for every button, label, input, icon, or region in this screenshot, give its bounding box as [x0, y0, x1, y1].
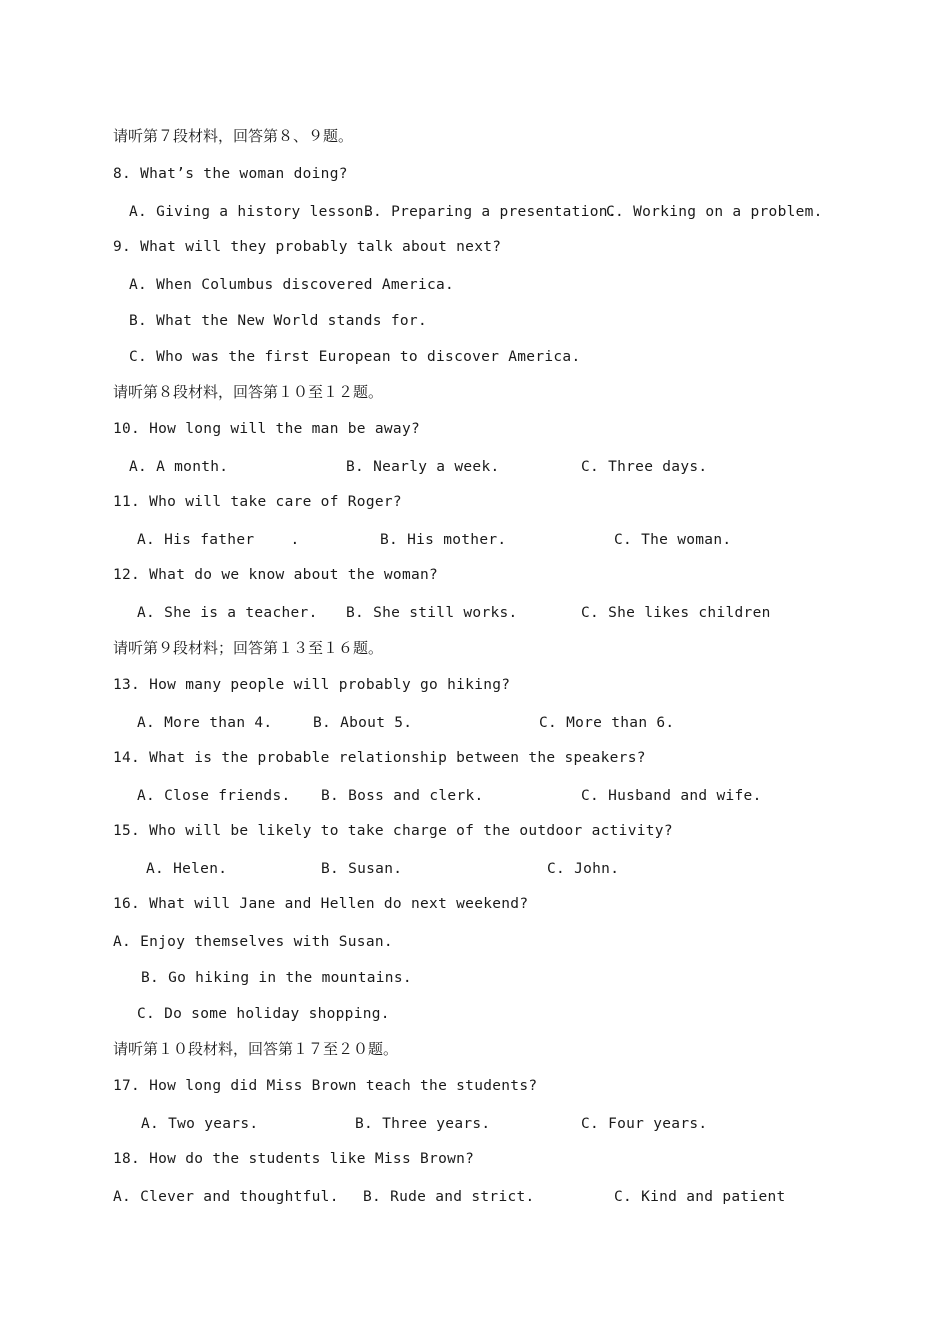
question-18-option-c: C. Kind and patient: [614, 1189, 786, 1205]
question-10-option-c: C. Three days.: [581, 459, 708, 475]
section-heading-7: 请听第７段材料，回答第８、９题。: [113, 127, 354, 145]
question-13-option-b: B. About 5.: [313, 715, 413, 731]
question-12-option-c: C. She likes children: [581, 605, 771, 621]
question-8-option-a: A. Giving a history lesson.: [129, 204, 373, 220]
question-8-stem: 8. What’s the woman doing?: [113, 166, 348, 182]
question-8-option-b: B. Preparing a presentation.: [364, 204, 617, 220]
question-16-option-b: B. Go hiking in the mountains.: [141, 970, 412, 986]
question-13-option-a: A. More than 4.: [137, 715, 273, 731]
question-10-option-a: A. A month.: [129, 459, 229, 475]
question-13-option-c: C. More than 6.: [539, 715, 675, 731]
question-12-option-b: B. She still works.: [346, 605, 518, 621]
section-heading-10: 请听第１０段材料，回答第１７至２０题。: [113, 1040, 399, 1058]
question-8-option-c: C. Working on a problem.: [606, 204, 823, 220]
question-14-option-c: C. Husband and wife.: [581, 788, 762, 804]
question-15-option-c: C. John.: [547, 861, 620, 877]
question-9-stem: 9. What will they probably talk about next?: [113, 239, 502, 255]
question-15-option-a: A. Helen.: [146, 861, 228, 877]
question-15-stem: 15. Who will be likely to take charge of the outdoor activity?: [113, 823, 673, 839]
question-16-stem: 16. What will Jane and Hellen do next weekend?: [113, 896, 529, 912]
question-10-option-b: B. Nearly a week.: [346, 459, 500, 475]
question-16-option-a: A. Enjoy themselves with Susan.: [113, 934, 393, 950]
question-15-option-b: B. Susan.: [321, 861, 403, 877]
question-9-option-c: C. Who was the first European to discover America.: [129, 349, 581, 365]
question-18-option-b: B. Rude and strict.: [363, 1189, 535, 1205]
section-heading-9: 请听第９段材料；回答第１３至１６题。: [113, 639, 384, 657]
question-18-stem: 18. How do the students like Miss Brown?: [113, 1151, 475, 1167]
section-heading-8: 请听第８段材料，回答第１０至１２题。: [113, 383, 384, 401]
question-11-option-c: C. The woman.: [614, 532, 732, 548]
question-12-option-a: A. She is a teacher.: [137, 605, 318, 621]
question-9-option-b: B. What the New World stands for.: [129, 313, 427, 329]
question-17-stem: 17. How long did Miss Brown teach the students?: [113, 1078, 538, 1094]
question-16-option-c: C. Do some holiday shopping.: [137, 1006, 390, 1022]
question-14-option-a: A. Close friends.: [137, 788, 291, 804]
question-17-option-b: B. Three years.: [355, 1116, 491, 1132]
question-18-option-a: A. Clever and thoughtful.: [113, 1189, 339, 1205]
question-17-option-a: A. Two years.: [141, 1116, 259, 1132]
question-12-stem: 12. What do we know about the woman?: [113, 567, 439, 583]
question-13-stem: 13. How many people will probably go hiking?: [113, 677, 511, 693]
question-17-option-c: C. Four years.: [581, 1116, 708, 1132]
question-11-option-a: A. His father .: [137, 532, 300, 548]
question-9-option-a: A. When Columbus discovered America.: [129, 277, 455, 293]
question-14-stem: 14. What is the probable relationship between the speakers?: [113, 750, 646, 766]
question-14-option-b: B. Boss and clerk.: [321, 788, 484, 804]
question-11-stem: 11. Who will take care of Roger?: [113, 494, 402, 510]
question-11-option-b: B. His mother.: [380, 532, 507, 548]
question-10-stem: 10. How long will the man be away?: [113, 421, 421, 437]
